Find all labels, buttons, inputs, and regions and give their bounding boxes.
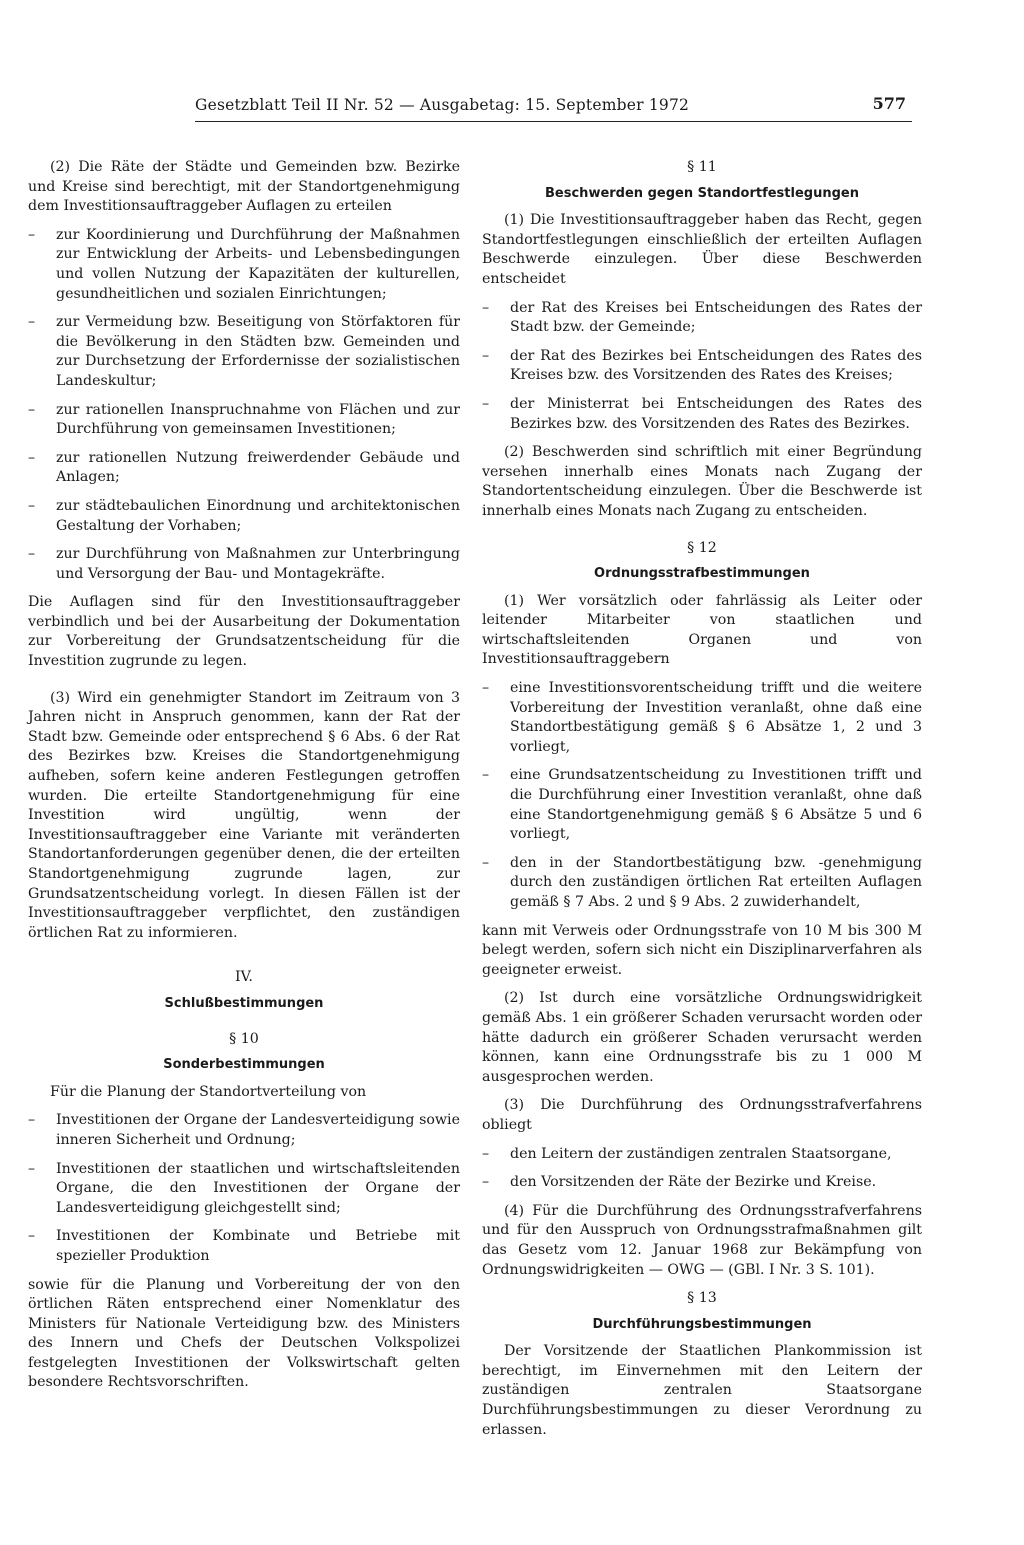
header-title: Gesetzblatt Teil II Nr. 52 — Ausgabetag: 15. September 1972 (195, 96, 690, 114)
paragraph-3: (3) Wird ein genehmigter Standort im Zeitraum von 3 Jahren nicht in Anspruch genommen, kann der Rat der Stadt bzw. Gemeinde oder entsprechend § 6 Abs. 6 der Rat des Bezirkes bzw. Kreises die Standortgenehmigung aufheben, sofern keine anderen Festlegungen getroffen wurden. Die erteilte Standortgenehmigung für eine Investition wird ungültig, wenn der Investitionsauftraggeber eine Variante mit veränderten Standortanforderungen gegenüber denen, die der erteilten Standortgenehmigung zugrunde lagen, zur Grundsatzentscheidung vorlegt. In diesen Fällen ist der Investitionsauftraggeber verpflichtet, den zuständigen örtlichen Rat zu informieren. (28, 689, 460, 941)
section-10-number: § 10 (229, 1030, 259, 1047)
section-13-number: § 13 (687, 1290, 717, 1307)
list-item: – zur städtebaulichen Einordnung und architektonischen Gestaltung der Vorhaben; (28, 497, 460, 536)
section-10-title: Sonderbestimmungen (163, 1057, 325, 1073)
list-item: – zur Vermeidung bzw. Beseitigung von Störfaktoren für die Bevölkerung in den Städten bzw. Gemeinden und zur Durchsetzung der Erfordernisse der sozialistischen Landeskultur; (28, 313, 460, 391)
list-item: – zur Durchführung von Maßnahmen zur Unterbringung und Versorgung der Bau- und Montagekräfte. (28, 545, 460, 584)
list-item: – der Ministerrat bei Entscheidungen des Rates des Bezirkes bzw. des Vorsitzenden des Rates des Bezirkes. (482, 395, 922, 434)
section-12-paragraph-1: (1) Wer vorsätzlich oder fahrlässig als Leiter oder leitender Mitarbeiter von staatlichen und wirtschaftsleitenden Organen und von Investitionsauftraggebern (482, 592, 922, 668)
list-item: – eine Investitionsvorentscheidung trifft und die weitere Vorbereitung der Investition veranlaßt, ohne daß eine Standortbestätigung gemäß § 6 Absätze 1, 2 und 3 vorliegt, (482, 679, 922, 757)
list-item: – den Vorsitzenden der Räte der Bezirke und Kreise. (482, 1173, 922, 1193)
section-11-paragraph-2: (2) Beschwerden sind schriftlich mit einer Begründung versehen innerhalb eines Monats nach Zugang der Standortentscheidung einzulegen. Über die Beschwerde ist innerhalb eines Monats nach Zugang zu entscheiden. (482, 444, 922, 519)
list-item: – den Leitern der zuständigen zentralen Staatsorgane, (482, 1145, 922, 1165)
section-12-paragraph-2: (2) Ist durch eine vorsätzliche Ordnungswidrigkeit gemäß Abs. 1 ein größerer Schaden verursacht worden oder hätte dadurch ein größerer Schaden verursacht werden können, kann eine Ordnungsstrafe bis zu 1 000 M ausgesprochen werden. (482, 990, 922, 1085)
list-item: – eine Grundsatzentscheidung zu Investitionen trifft und die Durchführung einer Investition veranlaßt, ohne daß eine Standortgenehmigung gemäß § 6 Absätze 5 und 6 vorliegt, (482, 766, 922, 844)
section-12-paragraph-3: (3) Die Durchführung des Ordnungsstrafverfahrens obliegt (482, 1097, 922, 1133)
section-10-intro: Für die Planung der Standortverteilung von (50, 1083, 367, 1100)
section-12-paragraph-1-outro: kann mit Verweis oder Ordnungsstrafe von 10 M bis 300 M belegt werden, sofern sich nicht ein Disziplinarverfahren als geeigneter erweist. (482, 922, 922, 978)
list-item: – der Rat des Bezirkes bei Entscheidungen des Rates des Kreises bzw. des Vorsitzenden des Rates des Kreises; (482, 347, 922, 386)
paragraph-2-intro: (2) Die Räte der Städte und Gemeinden bzw. Bezirke und Kreise sind berechtigt, mit der Standortgenehmigung dem Investitionsauftraggeber Auflagen zu erteilen (28, 159, 460, 215)
section-12-number: § 12 (687, 539, 717, 556)
right-column (482, 158, 922, 1449)
left-column (28, 158, 460, 1402)
list-item: – zur rationellen Nutzung freiwerdender Gebäude und Anlagen; (28, 449, 460, 488)
section-13-title: Durchführungsbestimmungen (592, 1316, 812, 1332)
section-11-paragraph-1: (1) Die Investitionsauftraggeber haben das Recht, gegen Standortfestlegungen einschließlich der erteilten Auflagen Beschwerde einzulegen. Über diese Beschwerden entscheidet (482, 212, 922, 287)
section-11-title: Beschwerden gegen Standortfestlegungen (545, 185, 859, 201)
list-item: – Investitionen der Organe der Landesverteidigung sowie inneren Sicherheit und Ordnung; (28, 1111, 460, 1150)
chapter-title: Schlußbestimmungen (164, 995, 324, 1011)
page-header (195, 93, 912, 122)
section-12-title: Ordnungsstrafbestimmungen (594, 566, 810, 582)
paragraph-2-outro: Die Auflagen sind für den Investitionsauftraggeber verbindlich und bei der Ausarbeitung der Dokumentation zur Vorbereitung der Grundsatzentscheidung für die Investition zugrunde zu legen. (28, 594, 460, 670)
list-item: – zur Koordinierung und Durchführung der Maßnahmen zur Entwicklung der Arbeits- und Lebensbedingungen und vollen Nutzung der Kapazitäten der kulturellen, gesundheitlichen und sozialen Einrichtungen; (28, 226, 460, 304)
section-10-outro: sowie für die Planung und Vorbereitung der von den örtlichen Räten entsprechend einer Nomenklatur des Ministers für Nationale Verteidigung bzw. des Ministers des Innern und Chefs der Deutschen Volkspolizei festgelegten Investitionen der Volkswirtschaft gelten besondere Rechtsvorschriften. (28, 1276, 460, 1391)
page-number: 577 (872, 94, 906, 113)
list-item: – zur rationellen Inanspruchnahme von Flächen und zur Durchführung von gemeinsamen Investitionen; (28, 401, 460, 440)
section-11-number: § 11 (687, 159, 717, 175)
list-item: – Investitionen der Kombinate und Betriebe mit spezieller Produktion (28, 1227, 460, 1266)
section-13-paragraph-1: Der Vorsitzende der Staatlichen Plankommission ist berechtigt, im Einvernehmen mit den Leitern der zuständigen zentralen Staatsorgane Durchführungsbestimmungen zu dieser Verordnung zu erlassen. (482, 1343, 922, 1438)
section-12-paragraph-4: (4) Für die Durchführung des Ordnungsstrafverfahrens und für den Ausspruch von Ordnungsstrafmaßnahmen gilt das Gesetz vom 12. Januar 1968 zur Bekämpfung von Ordnungswidrigkeiten — OWG — (GBl. I Nr. 3 S. 101). (482, 1202, 922, 1278)
list-item: – den in der Standortbestätigung bzw. -genehmigung durch den zuständigen örtlichen Rat erteilten Auflagen gemäß § 7 Abs. 2 und § 9 Abs. 2 zuwiderhandelt, (482, 854, 922, 913)
list-item: – Investitionen der staatlichen und wirtschaftsleitenden Organe, die den Investitionen der Organe der Landesverteidigung gleichgestellt sind; (28, 1160, 460, 1219)
chapter-number: IV. (235, 969, 253, 986)
list-item: – der Rat des Kreises bei Entscheidungen des Rates der Stadt bzw. der Gemeinde; (482, 299, 922, 338)
